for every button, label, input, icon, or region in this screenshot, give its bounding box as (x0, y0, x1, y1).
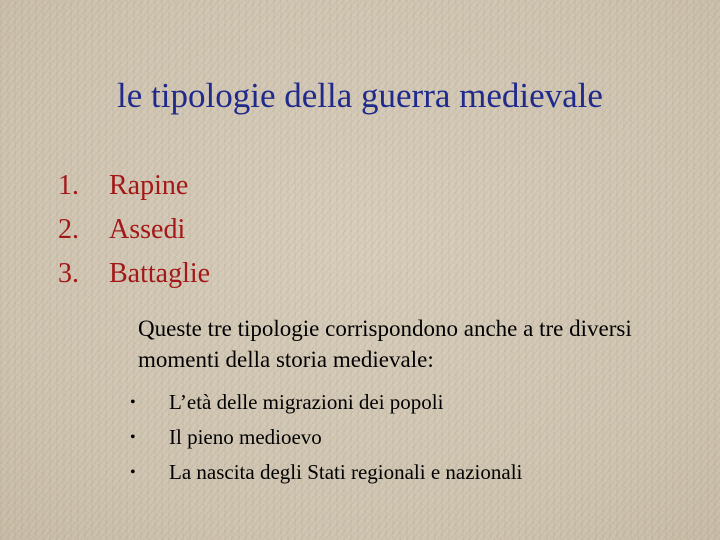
bullet-marker: • (130, 394, 136, 411)
list-item (58, 164, 210, 208)
bullet-item (130, 420, 522, 455)
list-item-label: Rapine (109, 170, 189, 201)
bullet-item-label: Il pieno medioevo (169, 425, 322, 449)
list-item (58, 208, 210, 252)
bullet-item-label: La nascita degli Stati regionali e nazionali (169, 460, 523, 484)
intro-paragraph: Queste tre tipologie corrispondono anche a tre diversi momenti della storia medievale: (138, 316, 632, 372)
list-item-number: 2. (58, 214, 79, 245)
bullet-item (130, 385, 522, 420)
bullet-item (130, 455, 522, 490)
list-item (58, 252, 210, 296)
historical-periods-list (130, 385, 522, 490)
war-types-list (58, 164, 210, 296)
list-item-label: Battaglie (109, 258, 211, 289)
bullet-marker: • (130, 464, 136, 481)
list-item-label: Assedi (109, 214, 186, 245)
list-item-number: 1. (58, 170, 79, 201)
list-item-number: 3. (58, 258, 79, 289)
slide-title: le tipologie della guerra medievale (117, 76, 603, 115)
bullet-marker: • (130, 429, 136, 446)
bullet-item-label: L’età delle migrazioni dei popoli (169, 390, 444, 414)
